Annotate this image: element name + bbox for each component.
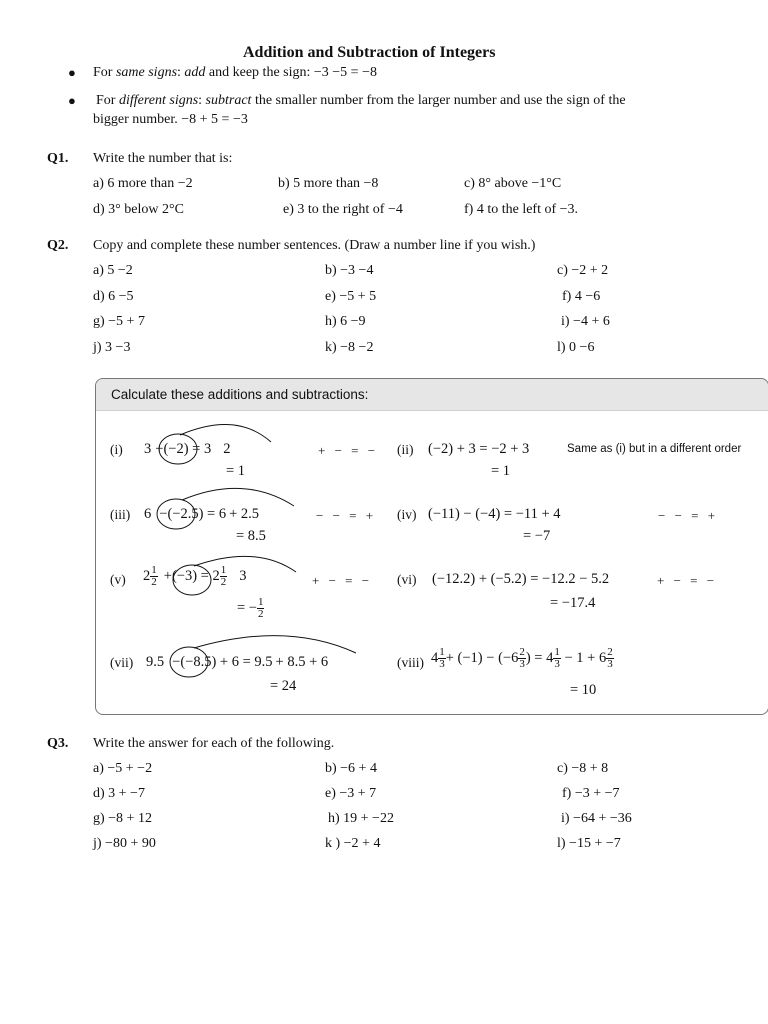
sign-rule: + − = − bbox=[312, 573, 373, 588]
example-label: (vi) bbox=[397, 572, 417, 587]
q3-item: h) 19 + −22 bbox=[328, 811, 394, 826]
bullet-icon: ● bbox=[68, 65, 76, 80]
q2-item: a) 5 −2 bbox=[93, 263, 133, 278]
fraction: $\frac{2}{3}$ bbox=[519, 646, 525, 670]
rule-different-signs: For different signs: subtract the smaller number from the larger number and use the sign of the bbox=[96, 93, 626, 108]
example-expression: 3 +(−2) = 3 2 bbox=[144, 441, 231, 457]
q3-instruction: Write the answer for each of the following. bbox=[93, 736, 335, 751]
example-result: = −17.4 bbox=[550, 595, 596, 611]
fraction: $\frac{1}{2}$ bbox=[257, 596, 264, 620]
example-expression: 4 $\frac{1}{3}$ + (−1) − (−6 $\frac{2}{3}$ ) = 4 $\frac{1}{3}$ − 1 + 6 $\frac{2}{3}$ bbox=[431, 646, 613, 670]
worked-examples-box bbox=[95, 378, 768, 715]
example-label: (v) bbox=[110, 572, 126, 587]
fraction: $\frac{1}{3}$ bbox=[439, 646, 445, 670]
q3-item: l) −15 + −7 bbox=[557, 836, 621, 851]
q1-item: e) 3 to the right of −4 bbox=[283, 202, 403, 217]
q2-label: Q2. bbox=[47, 238, 69, 253]
q1-item: b) 5 more than −8 bbox=[278, 176, 379, 191]
q3-item: k ) −2 + 4 bbox=[325, 836, 381, 851]
q3-item: a) −5 + −2 bbox=[93, 761, 153, 776]
q3-item: f) −3 + −7 bbox=[562, 786, 620, 801]
example-label: (iv) bbox=[397, 507, 417, 522]
q2-item: d) 6 −5 bbox=[93, 289, 134, 304]
q2-instruction: Copy and complete these number sentences. (Draw a number line if you wish.) bbox=[93, 238, 536, 253]
q3-item: i) −64 + −36 bbox=[561, 811, 632, 826]
arc-arrow-icon bbox=[182, 488, 294, 506]
q2-item: f) 4 −6 bbox=[562, 289, 601, 304]
example-expression: 9.5 −(−8.5) + 6 = 9.5 + 8.5 + 6 bbox=[146, 654, 329, 670]
q1-instruction: Write the number that is: bbox=[93, 151, 233, 166]
example-result: = 10 bbox=[570, 682, 597, 698]
example-label: (iii) bbox=[110, 507, 131, 522]
q3-label: Q3. bbox=[47, 736, 69, 751]
arc-arrow-icon bbox=[194, 636, 356, 653]
q2-item: k) −8 −2 bbox=[325, 340, 374, 355]
fraction: $\frac{2}{3}$ bbox=[607, 646, 613, 670]
q3-item: c) −8 + 8 bbox=[557, 761, 609, 776]
rule-same-signs: For same signs: add and keep the sign: −3 −5 = −8 bbox=[93, 65, 377, 80]
fraction: $\frac{1}{2}$ bbox=[151, 564, 157, 588]
example-result: = − $\frac{1}{2}$ bbox=[237, 596, 264, 620]
q2-item: b) −3 −4 bbox=[325, 263, 374, 278]
fraction: $\frac{1}{2}$ bbox=[220, 564, 227, 588]
q3-item: g) −8 + 12 bbox=[93, 811, 152, 826]
sign-rule: + − = − bbox=[657, 573, 718, 588]
example-result: = 1 bbox=[226, 463, 246, 479]
example-expression: 2 $\frac{1}{2}$ +(−3) = 2 $\frac{1}{2}$ 3 bbox=[143, 564, 247, 588]
example-label: (viii) bbox=[397, 655, 424, 670]
sign-rule: − − = + bbox=[316, 508, 377, 523]
example-result: = 1 bbox=[491, 463, 511, 479]
q2-item: h) 6 −9 bbox=[325, 314, 366, 329]
q2-item: i) −4 + 6 bbox=[561, 314, 610, 329]
example-label: (ii) bbox=[397, 442, 414, 457]
page-title: Addition and Subtraction of Integers bbox=[243, 44, 496, 61]
q1-label: Q1. bbox=[47, 151, 69, 166]
q3-item: b) −6 + 4 bbox=[325, 761, 377, 776]
q3-item: e) −3 + 7 bbox=[325, 786, 377, 801]
q1-item: c) 8° above −1°C bbox=[464, 176, 562, 191]
example-expression: (−2) + 3 = −2 + 3 bbox=[428, 441, 530, 457]
example-expression: 6 −(−2.5) = 6 + 2.5 bbox=[144, 506, 260, 522]
sign-rule: + − = − bbox=[318, 443, 379, 458]
arc-arrow-icon bbox=[180, 425, 271, 442]
q3-item: d) 3 + −7 bbox=[93, 786, 145, 801]
example-result: = −7 bbox=[523, 528, 551, 544]
q3-item: j) −80 + 90 bbox=[93, 836, 156, 851]
q2-item: e) −5 + 5 bbox=[325, 289, 377, 304]
q2-item: l) 0 −6 bbox=[557, 340, 595, 355]
q2-item: c) −2 + 2 bbox=[557, 263, 609, 278]
example-note: Same as (i) but in a different order bbox=[567, 443, 742, 455]
example-expression: (−11) − (−4) = −11 + 4 bbox=[428, 506, 561, 522]
q1-item: f) 4 to the left of −3. bbox=[464, 202, 579, 217]
q2-item: g) −5 + 7 bbox=[93, 314, 145, 329]
example-result: = 24 bbox=[270, 678, 297, 694]
bullet-icon: ● bbox=[68, 93, 76, 108]
example-result: = 8.5 bbox=[236, 528, 266, 544]
example-label: (i) bbox=[110, 442, 123, 457]
rule-different-signs-line2: bigger number. −8 + 5 = −3 bbox=[93, 112, 248, 127]
sign-rule: − − = + bbox=[658, 508, 719, 523]
q2-item: j) 3 −3 bbox=[93, 340, 131, 355]
example-expression: (−12.2) + (−5.2) = −12.2 − 5.2 bbox=[432, 571, 610, 587]
worked-examples-title: Calculate these additions and subtractions: bbox=[111, 387, 369, 402]
q1-item: a) 6 more than −2 bbox=[93, 176, 193, 191]
fraction: $\frac{1}{3}$ bbox=[554, 646, 560, 670]
q1-item: d) 3° below 2°C bbox=[93, 202, 184, 217]
example-label: (vii) bbox=[110, 655, 134, 670]
